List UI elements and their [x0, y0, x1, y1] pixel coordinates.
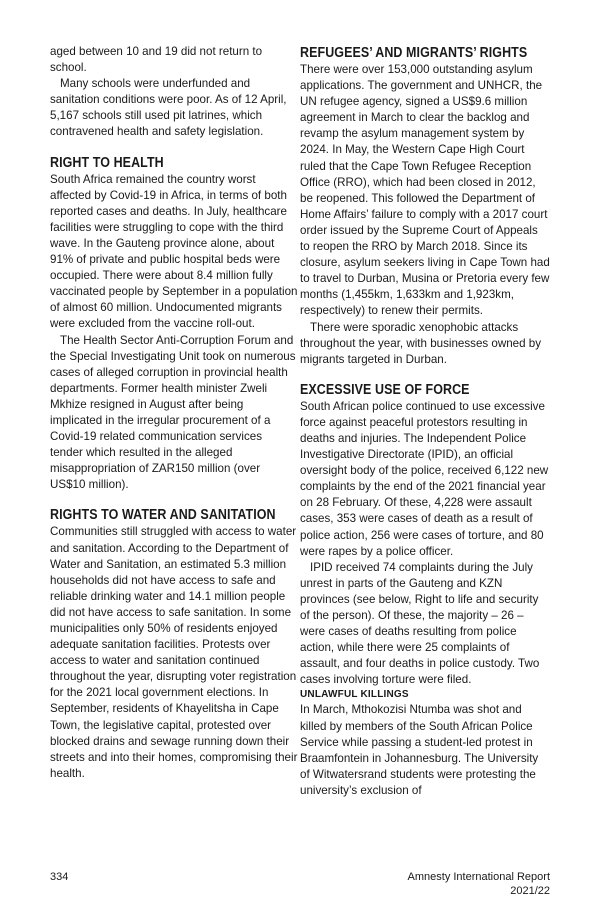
heading-refugees-migrants: REFUGEES’ AND MIGRANTS’ RIGHTS	[300, 45, 528, 61]
heading-water-sanitation: RIGHTS TO WATER AND SANITATION	[50, 507, 276, 524]
paragraph-refugees-2: There were sporadic xenophobic attacks throughout the year, with businesses owned by migrants targeted in Durban.	[300, 320, 542, 366]
page-number: 334	[50, 871, 69, 883]
subheading-unlawful-killings: UNLAWFUL KILLINGS	[300, 689, 409, 701]
paragraph-schools: Many schools were underfunded and sanitation conditions were poor. As of 12 April, 5,167 schools still used pit latrines, which contravened health and safety legislation.	[50, 77, 287, 139]
paragraph-health-1: South Africa remained the country worst affected by Covid-19 in Africa, in terms of both reported cases and deaths. In July, healthcare facilities were struggling to cope with the third wave. In the Gauteng province alone, about 91% of private and public hospital beds were occupied. There were about 8.4 million fully vaccinated people by September in a population of almost 60 million. Undocumented migrants were excluded from the vaccine roll-out.	[50, 172, 298, 331]
paragraph-force-1: South African police continued to use excessive force against peaceful protestors resulting in deaths and injuries. The Independent Police Investigative Directorate (IPID), an official oversight body of the police, received 6,122 new complaints by the end of the 2021 financial year on 28 February. Of these, 4,228 were assault cases, 353 were cases of death as a result of police action, 256 were cases of torture, and 80 were rapes by a police officer.	[300, 399, 549, 558]
heading-excessive-force: EXCESSIVE USE OF FORCE	[300, 381, 470, 398]
paragraph-intro-end: aged between 10 and 19 did not return to school.	[50, 45, 263, 75]
paragraph-force-3: In March, Mthokozisi Ntumba was shot and killed by members of the South African Police Service while passing a student-led protest in Braamfontein in Johannesburg. The University of Witwatersrand students were protesting the university’s exclusion of	[300, 703, 539, 797]
right-column	[300, 44, 550, 799]
report-title: Amnesty International Report 2021/22	[407, 871, 550, 897]
paragraph-refugees-1: There were over 153,000 outstanding asylum applications. The government and UNHCR, the UN refugee agency, signed a US$9.6 million agreement in March to clear the backlog and revamp the asylum management system by 2024. In May, the Western Cape High Court ruled that the Cape Town Refugee Reception Office (RRO), which had been closed in 2012, be reopened. This followed the Department of Home Affairs’ failure to comply with a 2017 court order issued by the Supreme Court of Appeals to reopen the RRO by March 2018. Since its closure, asylum seekers living in Cape Town had to travel to Durban, Musina or Pretoria every few months (1,455km, 1,633km and 1,923km, respectively) to renew their permits.	[300, 63, 550, 318]
left-column	[50, 44, 298, 782]
paragraph-force-2: IPID received 74 complaints during the July unrest in parts of the Gauteng and KZN provinces (see below, Right to life and security of the person). Of these, the majority – 26 – were cases of deaths resulting from police action, while there were 25 complaints of assault, and four deaths in police custody. Two cases involving torture were filed.	[300, 560, 540, 687]
paragraph-health-2: The Health Sector Anti-Corruption Forum and the Special Investigating Unit took on numerous cases of alleged corruption in provincial health departments. Former health minister Zweli Mkhize resigned in August after being implicated in the irregular procurement of a Covid-19 related communication services tender which resulted in the alleged misappropriation of ZAR150 million (over US$10 million).	[50, 333, 296, 492]
paragraph-water-1: Communities still struggled with access to water and sanitation. According to the Department of Water and Sanitation, an estimated 5.3 million households did not have access to safe and reliable drinking water and 14.1 million people did not have access to safe sanitation. In some municipalities only 50% of residents enjoyed adequate sanitation facilities. Protests over access to water and sanitation continued throughout the year, disrupting voter registration for the 2021 local government elections. In September, residents of Khayelitsha in Cape Town, the legislative capital, protested over blocked drains and sewage running down their streets and into their homes, compromising their health.	[50, 525, 298, 780]
heading-right-to-health: RIGHT TO HEALTH	[50, 154, 164, 171]
